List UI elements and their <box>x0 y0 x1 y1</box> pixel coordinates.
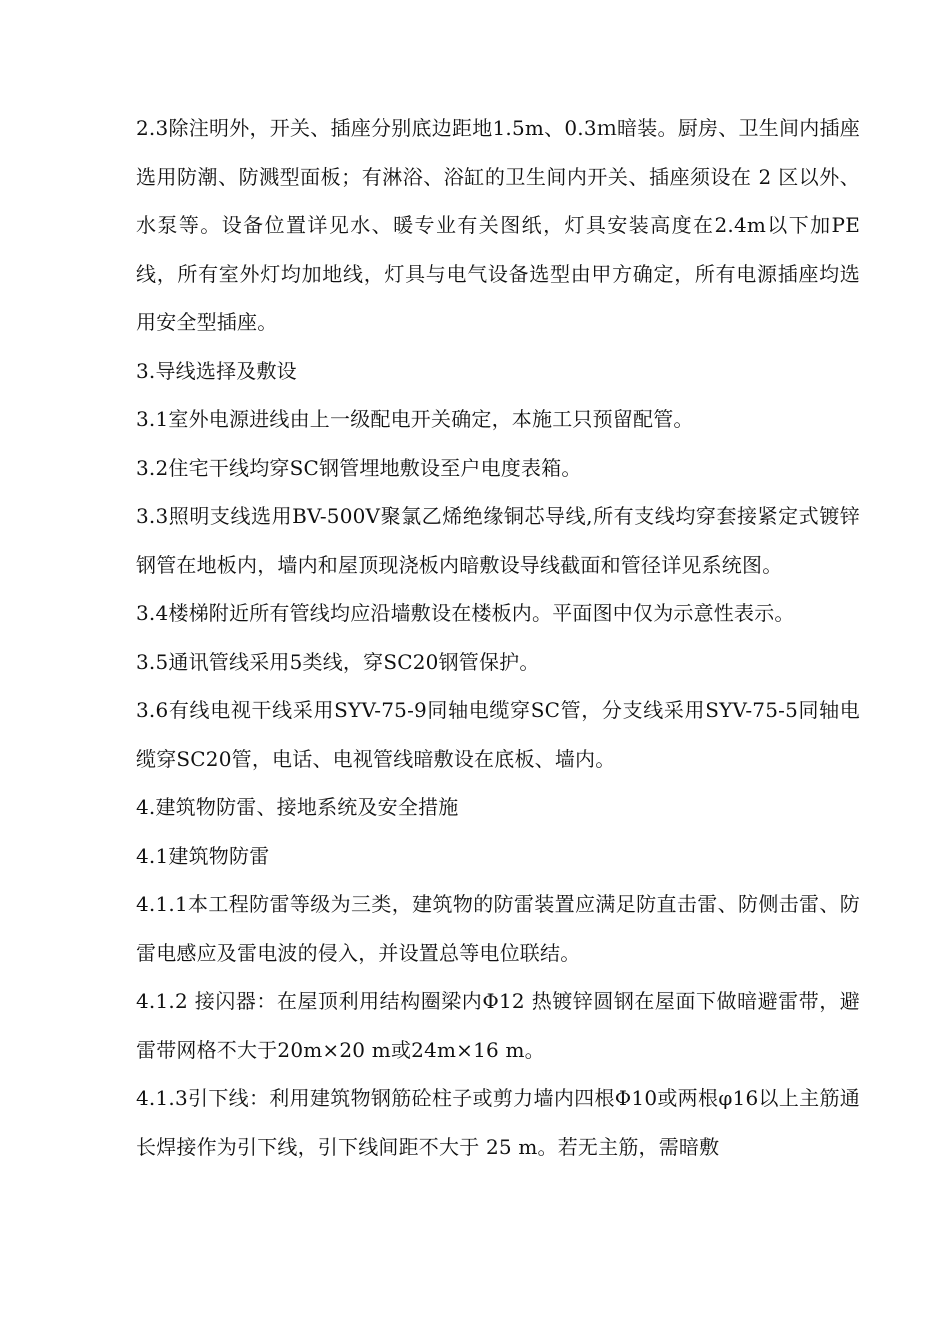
document-body <box>136 104 860 1171</box>
paragraph-3-4: 3.4楼梯附近所有管线均应沿墙敷设在楼板内。平面图中仅为示意性表示。 <box>136 601 795 625</box>
paragraph-4-1-3: 4.1.3引下线：利用建筑物钢筋砼柱子或剪力墙内四根Φ10或两根φ16以上主筋通长焊接作为引下线，引下线间距不大于 25 m。若无主筋，需暗敷 <box>136 1086 860 1159</box>
paragraph-4-1-2: 4.1.2 接闪器：在屋顶利用结构圈梁内Φ12 热镀锌圆钢在屋面下做暗避雷带，避雷带网格不大于20m×20 m或24m×16 m。 <box>136 989 860 1062</box>
heading-4: 4.建筑物防雷、接地系统及安全措施 <box>136 795 459 819</box>
paragraph-3-2: 3.2住宅干线均穿SC钢管埋地敷设至户电度表箱。 <box>136 455 582 480</box>
paragraph-3-1: 3.1室外电源进线由上一级配电开关确定，本施工只预留配管。 <box>136 407 694 431</box>
heading-4-1: 4.1建筑物防雷 <box>136 843 270 868</box>
paragraph-2-3: 2.3除注明外，开关、插座分别底边距地1.5m、0.3ｍ暗装。厨房、卫生间内插座选用防潮、防溅型面板；有淋浴、浴缸的卫生间内开关、插座须设在 2 区以外、水泵等。设备位置详见水、暖专业有关图纸，灯具安装高度在2.4m以下加PE线，所有室外灯均加地线，灯具与电气设备选型由甲方确定，所有电源插座均选用安全型插座。 <box>136 116 860 334</box>
paragraph-4-1-1: 4.1.1本工程防雷等级为三类，建筑物的防雷装置应满足防直击雷、防侧击雷、防雷电感应及雷电波的侵入，并设置总等电位联结。 <box>136 892 860 965</box>
heading-3: 3.导线选择及敷设 <box>136 358 297 383</box>
paragraph-3-3: 3.3照明支线选用BV-500V聚氯乙烯绝缘铜芯导线,所有支线均穿套接紧定式镀锌钢管在地板内，墙内和屋顶现浇板内暗敷设导线截面和管径详见系统图。 <box>136 504 860 577</box>
paragraph-3-6: 3.6有线电视干线采用SYV-75-9同轴电缆穿SC管，分支线采用SYV-75-5同轴电缆穿SC20管，电话、电视管线暗敷设在底板、墙内。 <box>136 698 860 771</box>
paragraph-3-5: 3.5通讯管线采用5类线，穿SC20钢管保护。 <box>136 649 540 674</box>
